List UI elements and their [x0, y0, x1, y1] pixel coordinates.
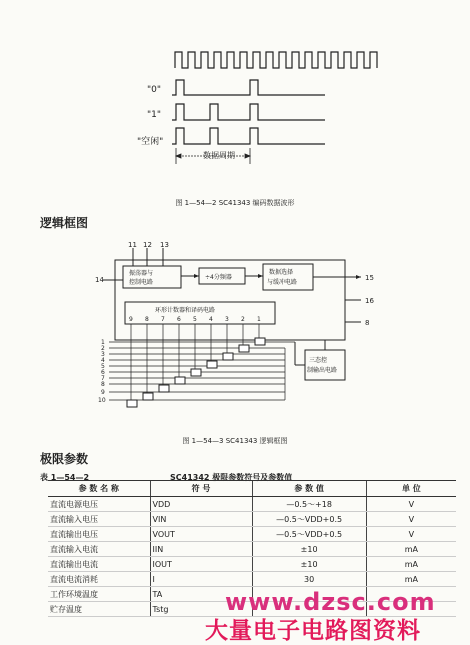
figure-caption-1: 图 1—54—2 SC41343 编码数据波形 [175, 199, 295, 207]
clock-waveform [175, 52, 377, 68]
table-row: 工作环境温度 TA [48, 587, 456, 602]
label-one: "1" [147, 110, 162, 120]
table-header-row [48, 481, 456, 497]
svg-text:8: 8 [101, 381, 105, 388]
svg-text:8: 8 [145, 316, 149, 323]
data-select-block [263, 264, 313, 290]
pin-12: 12 [143, 241, 152, 249]
svg-text:7: 7 [161, 316, 165, 323]
svg-text:6: 6 [101, 369, 105, 376]
svg-text:与缓冲电路: 与缓冲电路 [267, 279, 298, 286]
open-waveform [172, 128, 325, 144]
svg-text:1: 1 [257, 316, 261, 323]
pin-15: 15 [365, 274, 374, 282]
col-header: 符 号 [150, 481, 252, 497]
table-number: 表 1—54—2 [40, 473, 90, 482]
table-row: 贮存温度 Tstg [48, 602, 456, 617]
switch-cells [127, 338, 265, 407]
svg-text:3: 3 [225, 316, 229, 323]
encoded-waveform-figure [150, 40, 420, 170]
svg-text:9: 9 [129, 316, 133, 323]
pin-13: 13 [160, 241, 169, 249]
table-title: SC41342 极限参数符号及参数值 [170, 473, 293, 482]
svg-text:2: 2 [101, 345, 105, 352]
svg-text:2: 2 [241, 316, 245, 323]
watermark-url: www.dzsc.com [225, 588, 436, 616]
pin-16: 16 [365, 297, 374, 305]
svg-text:5: 5 [193, 316, 197, 323]
svg-text:4: 4 [209, 316, 213, 323]
ring-counter-label: 环形计数器和译码电路 [155, 307, 216, 314]
label-zero: "0" [147, 85, 162, 95]
watermark-text: 大量电子电路图资料 [205, 618, 421, 644]
svg-text:7: 7 [101, 375, 105, 382]
divider-label: ÷4分频器 [205, 274, 232, 281]
table-row: 直流输出电压 VOUT —0.5～VDD+0.5 V [48, 527, 456, 542]
col-header: 单 位 [366, 481, 456, 497]
svg-text:数据选择: 数据选择 [269, 269, 294, 276]
svg-text:5: 5 [101, 363, 105, 370]
pin-14: 14 [95, 276, 104, 284]
table-row: 直流电流消耗 I 30 mA [48, 572, 456, 587]
label-open: "空闲" [137, 137, 164, 147]
figure-caption-2: 图 1—54—3 SC41343 逻辑框图 [182, 437, 288, 445]
tristate-block [305, 350, 345, 380]
svg-text:三态控: 三态控 [309, 357, 328, 364]
section-logic-title: 逻辑框图 [40, 216, 89, 230]
col-header: 参 数 名 称 [48, 481, 150, 497]
svg-text:制输出电路: 制输出电路 [307, 367, 338, 374]
section-limits-title: 极限参数 [40, 452, 89, 466]
zero-waveform [172, 80, 325, 95]
svg-text:6: 6 [177, 316, 181, 323]
svg-text:9: 9 [101, 389, 105, 396]
svg-text:3: 3 [101, 351, 105, 358]
table-row: 直流输入电流 IIN ±10 mA [48, 542, 456, 557]
pin-11: 11 [128, 241, 137, 249]
svg-text:10: 10 [98, 397, 106, 404]
svg-text:1: 1 [101, 339, 105, 346]
table-row: 直流电源电压 VDD —0.5～+18 V [48, 497, 456, 512]
data-period-label: 数据周期 [203, 151, 235, 160]
table-row: 直流输入电压 VIN —0.5～VDD+0.5 V [48, 512, 456, 527]
svg-text:控制电路: 控制电路 [129, 279, 154, 286]
svg-text:振荡器与: 振荡器与 [129, 270, 154, 277]
logic-block-diagram [95, 240, 395, 415]
pin-8: 8 [365, 319, 370, 327]
one-waveform [172, 104, 325, 120]
svg-text:4: 4 [101, 357, 105, 364]
table-row: 直流输出电流 IOUT ±10 mA [48, 557, 456, 572]
col-header: 参 数 值 [252, 481, 366, 497]
